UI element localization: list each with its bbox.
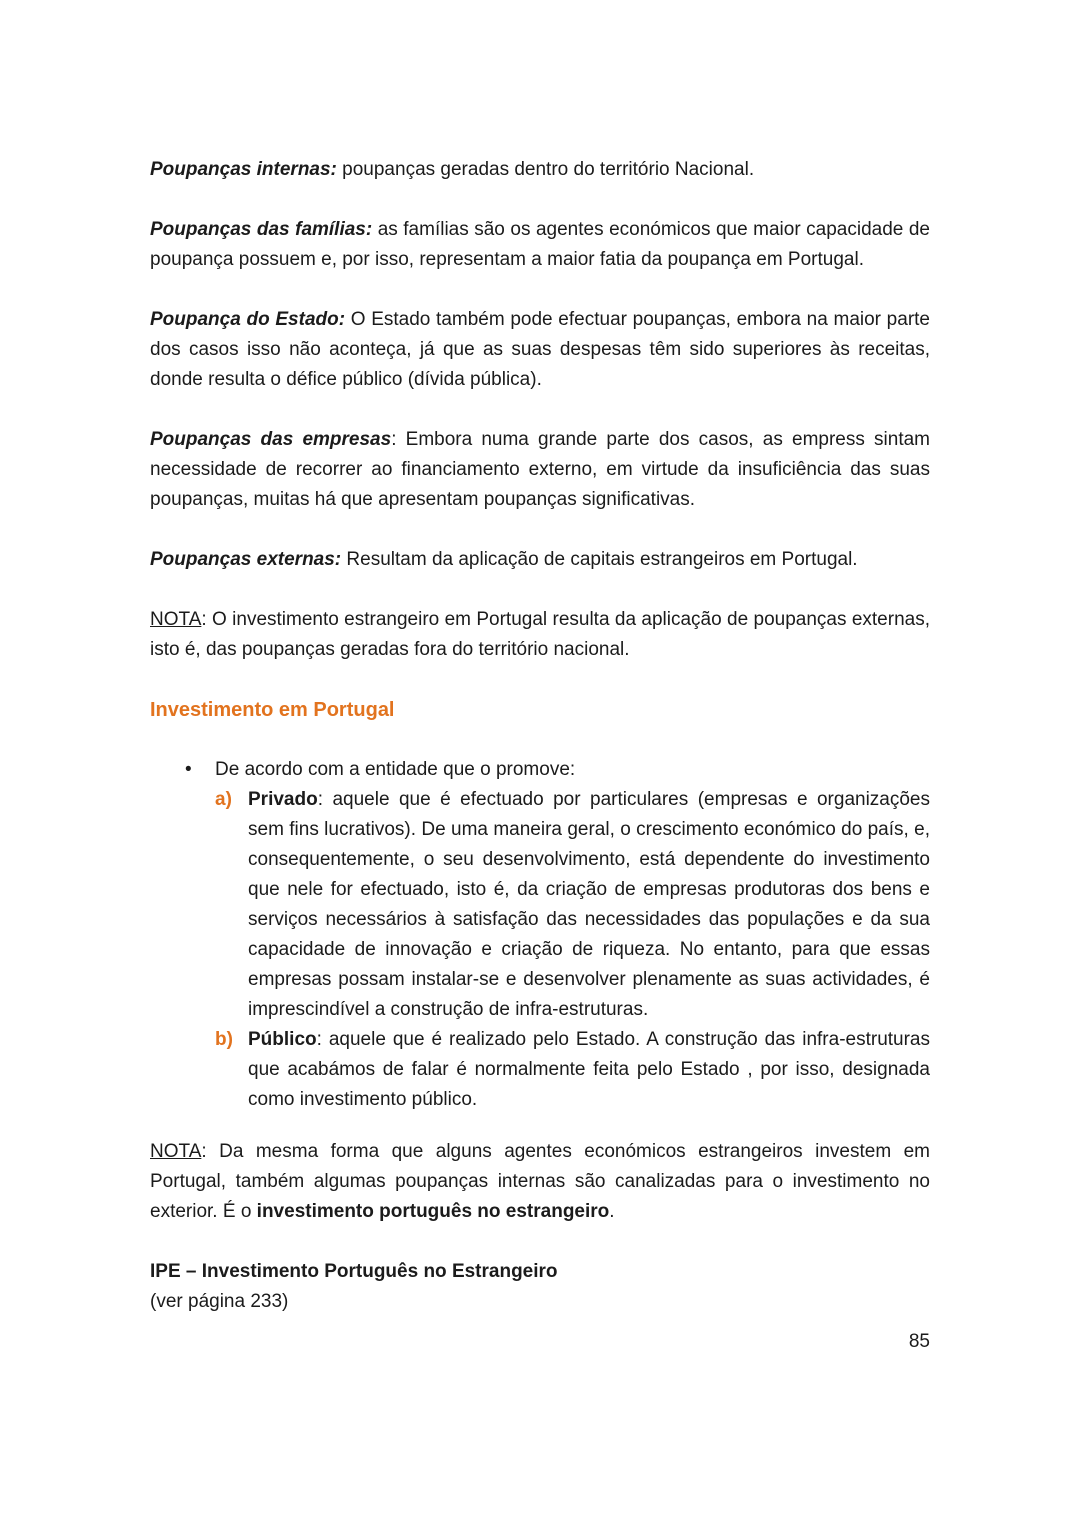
section-heading-investimento: Investimento em Portugal (150, 699, 395, 721)
paragraph-lead: Poupanças internas: (150, 159, 337, 180)
paragraph-lead: Poupanças externas: (150, 549, 342, 570)
paragraph-lead: Poupança do Estado: (150, 309, 346, 330)
paragraph-poupancas-empresas (150, 425, 930, 515)
nota-text: . (609, 1201, 615, 1222)
paragraph-lead: Poupanças das empresas (150, 429, 392, 450)
list-item-body (248, 785, 930, 1025)
list-marker-a: a) (215, 789, 232, 810)
list-item-publico (215, 1025, 930, 1115)
ipe-section (150, 1257, 930, 1317)
list-item-text: : aquele que é realizado pelo Estado. A construção das infra-estruturas que acabámos de falar é normalmente feita pelo Estado , por isso, designada como investimento público. (248, 1029, 930, 1110)
alpha-list (150, 785, 930, 1115)
page-number: 85 (908, 1331, 930, 1352)
bullet-text: De acordo com a entidade que o promove: (215, 759, 576, 780)
bullet-list-item (150, 755, 930, 785)
paragraph-poupancas-internas (150, 155, 930, 185)
list-marker-b: b) (215, 1029, 233, 1050)
paragraph-poupancas-familias (150, 215, 930, 275)
ipe-heading: IPE – Investimento Português no Estrangeiro (150, 1261, 558, 1282)
nota-paragraph-2 (150, 1137, 930, 1227)
list-item-lead: Público (248, 1029, 317, 1050)
bullet-icon: • (185, 759, 192, 780)
paragraph-text: Resultam da aplicação de capitais estrangeiros em Portugal. (341, 549, 858, 570)
list-item-body (248, 1025, 930, 1115)
list-item-text: : aquele que é efectuado por particulares (empresas e organizações sem fins lucrativos). De uma maneira geral, o crescimento económico do país, e, consequentemente, o seu desenvolvimento, está dependente do investimento que nele for efectuado, isto é, da criação de empresas produtoras dos bens e serviços necessários à satisfação das necessidades das populações e da sua capacidade de innovação e criação de riqueza. No entanto, para que essas empresas possam instalar-se e desenvolver plenamente as suas actividades, é imprescindível a construção de infra-estruturas. (248, 789, 930, 1020)
paragraph-poupanca-estado (150, 305, 930, 395)
nota-text: : Da mesma forma que alguns agentes económicos estrangeiros investem em Portugal, também algumas poupanças internas são canalizadas para o investimento no exterior. É o (150, 1141, 930, 1222)
paragraph-poupancas-externas (150, 545, 930, 575)
nota-bold-phrase: investimento português no estrangeiro (256, 1201, 610, 1222)
paragraph-text: poupanças geradas dentro do território Nacional. (336, 159, 755, 180)
nota-paragraph-1 (150, 605, 930, 665)
nota-text: : O investimento estrangeiro em Portugal resulta da aplicação de poupanças externas, isto é, das poupanças geradas fora do território nacional. (150, 609, 930, 660)
paragraph-lead: Poupanças das famílias: (150, 219, 373, 240)
paragraph-text: : Embora numa grande parte dos casos, as empress sintam necessidade de recorrer ao financiamento externo, em virtude da insuficiência das suas poupanças, muitas há que apresentam poupanças significativas. (150, 429, 930, 510)
paragraph-text: O Estado também pode efectuar poupanças, embora na maior parte dos casos isso não aconteça, já que as suas despesas têm sido superiores às receitas, donde resulta o défice público (dívida pública). (150, 309, 930, 390)
list-item-lead: Privado (248, 789, 318, 810)
list-item-privado (215, 785, 930, 1025)
ipe-page-reference: (ver página 233) (150, 1291, 289, 1312)
nota-label: NOTA (150, 1141, 202, 1162)
paragraph-text: as famílias são os agentes económicos que maior capacidade de poupança possuem e, por isso, representam a maior fatia da poupança em Portugal. (150, 219, 931, 270)
nota-label: NOTA (150, 609, 202, 630)
